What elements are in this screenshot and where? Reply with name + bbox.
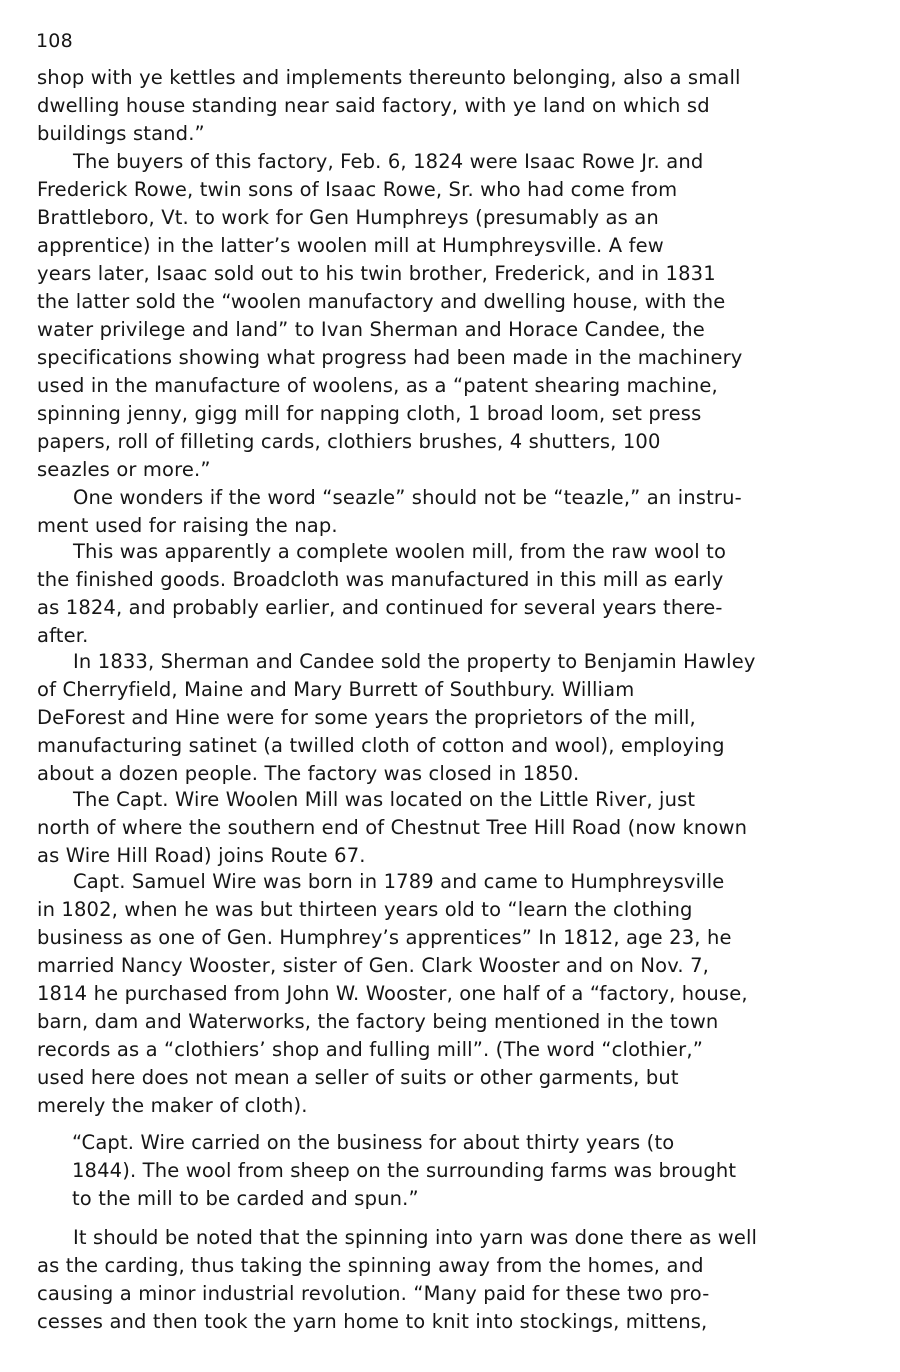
- text-line: the latter sold the “woolen manufactory and dwelling house, with the: [37, 290, 726, 313]
- text-line: as Wire Hill Road) joins Route 67.: [37, 844, 366, 867]
- text-line: business as one of Gen. Humphrey’s apprentices” In 1812, age 23, he: [37, 926, 732, 949]
- text-line: causing a minor industrial revolution. “Many paid for these two pro-: [37, 1282, 710, 1305]
- text-line: as 1824, and probably earlier, and continued for several years there-: [37, 596, 723, 619]
- quote-line: 1844). The wool from sheep on the surrounding farms was brought: [72, 1159, 737, 1182]
- text-line: shop with ye kettles and implements thereunto belonging, also a small: [37, 66, 741, 89]
- text-line: after.: [37, 624, 89, 647]
- text-line: merely the maker of cloth).: [37, 1094, 308, 1117]
- text-line: married Nancy Wooster, sister of Gen. Clark Wooster and on Nov. 7,: [37, 954, 709, 977]
- text-line: manufacturing satinet (a twilled cloth of cotton and wool), employing: [37, 734, 725, 757]
- text-line: in 1802, when he was but thirteen years old to “learn the clothing: [37, 898, 693, 921]
- text-line: years later, Isaac sold out to his twin brother, Frederick, and in 1831: [37, 262, 716, 285]
- text-line: of Cherryfield, Maine and Mary Burrett of Southbury. William: [37, 678, 635, 701]
- text-line: cesses and then took the yarn home to knit into stockings, mittens,: [37, 1310, 708, 1333]
- text-line: In 1833, Sherman and Candee sold the property to Benjamin Hawley: [73, 650, 756, 673]
- text-line: 1814 he purchased from John W. Wooster, one half of a “factory, house,: [37, 982, 748, 1005]
- text-line: north of where the southern end of Chestnut Tree Hill Road (now known: [37, 816, 748, 839]
- text-line: DeForest and Hine were for some years the proprietors of the mill,: [37, 706, 696, 729]
- text-line: about a dozen people. The factory was closed in 1850.: [37, 762, 580, 785]
- text-line: the finished goods. Broadcloth was manufactured in this mill as early: [37, 568, 724, 591]
- text-line: ment used for raising the nap.: [37, 514, 338, 537]
- text-line: buildings stand.”: [37, 122, 205, 145]
- text-line: The buyers of this factory, Feb. 6, 1824 were Isaac Rowe Jr. and: [73, 150, 704, 173]
- text-line: used here does not mean a seller of suits or other garments, but: [37, 1066, 679, 1089]
- text-line: papers, roll of filleting cards, clothiers brushes, 4 shutters, 100: [37, 430, 661, 453]
- quote-line: to the mill to be carded and spun.”: [72, 1187, 419, 1210]
- text-line: used in the manufacture of woolens, as a “patent shearing machine,: [37, 374, 718, 397]
- text-line: records as a “clothiers’ shop and fulling mill”. (The word “clothier,”: [37, 1038, 703, 1061]
- page-number: 108: [36, 30, 73, 52]
- text-line: Capt. Samuel Wire was born in 1789 and came to Humphreysville: [73, 870, 725, 893]
- text-line: as the carding, thus taking the spinning away from the homes, and: [37, 1254, 704, 1277]
- text-line: One wonders if the word “seazle” should not be “teazle,” an instru-: [73, 486, 742, 509]
- text-line: water privilege and land” to Ivan Sherman and Horace Candee, the: [37, 318, 705, 341]
- text-line: seazles or more.”: [37, 458, 211, 481]
- text-line: specifications showing what progress had been made in the machinery: [37, 346, 743, 369]
- text-line: This was apparently a complete woolen mill, from the raw wool to: [73, 540, 727, 563]
- text-line: spinning jenny, gigg mill for napping cloth, 1 broad loom, set press: [37, 402, 702, 425]
- text-line: The Capt. Wire Woolen Mill was located on the Little River, just: [73, 788, 696, 811]
- text-line: Brattleboro, Vt. to work for Gen Humphreys (presumably as an: [37, 206, 659, 229]
- quote-line: “Capt. Wire carried on the business for about thirty years (to: [72, 1131, 675, 1154]
- text-line: It should be noted that the spinning into yarn was done there as well: [73, 1226, 758, 1249]
- text-line: dwelling house standing near said factory, with ye land on which sd: [37, 94, 710, 117]
- text-line: apprentice) in the latter’s woolen mill at Humphreysville. A few: [37, 234, 664, 257]
- text-line: Frederick Rowe, twin sons of Isaac Rowe, Sr. who had come from: [37, 178, 678, 201]
- text-line: barn, dam and Waterworks, the factory being mentioned in the town: [37, 1010, 719, 1033]
